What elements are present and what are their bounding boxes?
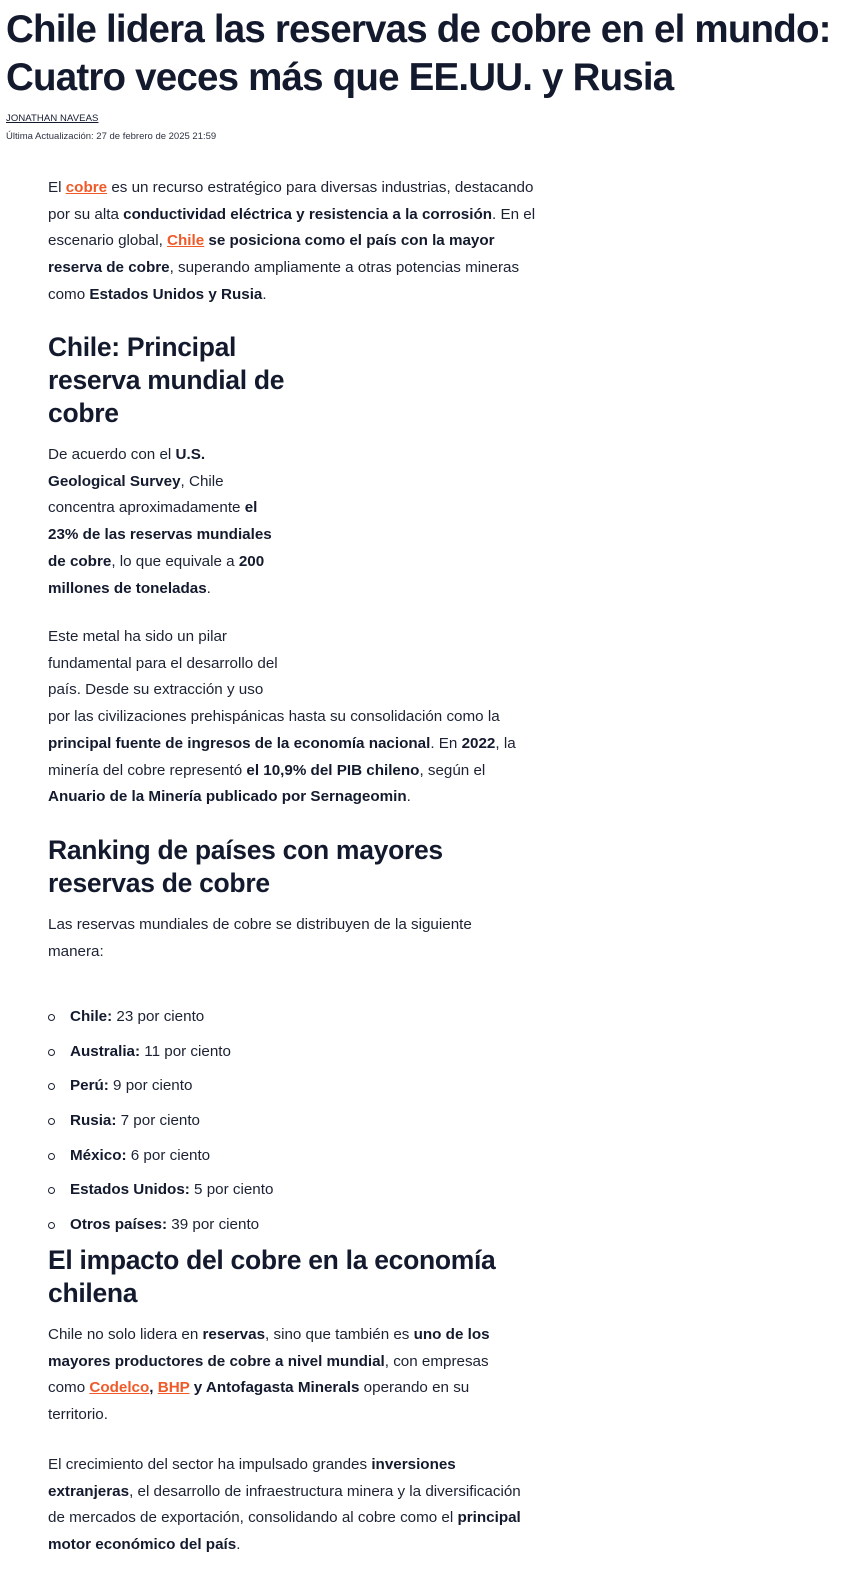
bold-text: principal fuente de ingresos de la economía nacional (48, 734, 431, 752)
text: . (236, 1536, 241, 1554)
reserve-value: 11 por ciento (140, 1042, 231, 1060)
link-chile[interactable]: Chile (167, 232, 205, 250)
text: . (206, 579, 211, 597)
link-cobre[interactable]: cobre (65, 179, 108, 196)
bold-text: principal motor económico del país (48, 1509, 521, 1554)
ranking-list (48, 1004, 273, 1247)
bold-text: se posiciona como el país con la mayor reserva de cobre (48, 232, 495, 277)
link-codelco[interactable]: Codelco (89, 1379, 150, 1397)
bold-text: , (149, 1379, 158, 1397)
bold-text: Estados Unidos y Rusia (89, 285, 263, 303)
bullet-icon (48, 1049, 55, 1056)
text: De acuerdo con el (48, 446, 176, 463)
text: , según el (419, 761, 486, 779)
list-item (48, 1039, 273, 1074)
bold-text: el 10,9% del PIB chileno (246, 761, 420, 779)
bold-text: 2022 (461, 734, 496, 752)
list-item (48, 1177, 273, 1212)
bold-text: inversiones extranjeras (48, 1456, 456, 1500)
list-item (48, 1108, 273, 1143)
bold-text: el 23% de las reservas mundiales de cobre (48, 499, 272, 570)
bullet-icon (48, 1153, 55, 1160)
country-name: Australia: (70, 1042, 141, 1060)
section3-paragraph-2 (48, 1452, 538, 1559)
bullet-icon (48, 1083, 55, 1090)
bullet-icon (48, 1118, 55, 1125)
country-name: Rusia: (70, 1112, 117, 1130)
text: El crecimiento del sector ha impulsado grandes (48, 1456, 372, 1473)
text-line: Este metal ha sido un pilar (48, 628, 227, 645)
text: es un recurso estratégico para diversas industrias, destacando por su alta (48, 179, 534, 223)
text-line: fundamental para el desarrollo del (48, 654, 278, 672)
link-bhp[interactable]: BHP (157, 1379, 190, 1397)
reserve-value: 7 por ciento (116, 1112, 201, 1130)
section-heading-impact: El impacto del cobre en la economía chilena (48, 1245, 496, 1308)
text: , superando ampliamente a otras potencias mineras como (48, 259, 520, 303)
bold-text: 200 millones de toneladas (48, 552, 265, 597)
reserve-value: 5 por ciento (189, 1181, 274, 1199)
section1-paragraph-1 (48, 442, 286, 602)
text: , el desarrollo de infraestructura minera y la diversificación de mercados de exportación, consolidando al cobre como el (48, 1482, 521, 1527)
list-item (48, 1212, 273, 1247)
bold-text: y Antofagasta Minerals (189, 1379, 360, 1397)
text-block (48, 704, 538, 811)
intro-paragraph (48, 175, 538, 309)
text: , la minería del cobre representó (48, 734, 516, 779)
country-name: Estados Unidos: (70, 1181, 190, 1199)
section-heading-ranking: Ranking de países con mayores reservas de cobre (48, 835, 443, 898)
text: El (48, 179, 66, 196)
section-heading-chile: Chile: Principal reserva mundial de cobre (48, 332, 285, 428)
list-item (48, 1143, 273, 1178)
text-line: país. Desde su extracción y uso (48, 681, 264, 699)
list-item (48, 1073, 273, 1108)
text: . (406, 788, 411, 806)
text: , lo que equivale a (111, 552, 239, 570)
country-name: Chile: (70, 1008, 113, 1025)
article-title: Chile lidera las reservas de cobre en el mundo: Cuatro veces más que EE.UU. y Rusia (6, 8, 831, 99)
country-name: México: (70, 1146, 127, 1164)
last-updated: Última Actualización: 27 de febrero de 2025 21:59 (6, 131, 217, 142)
bold-text: U.S. Geological Survey (48, 446, 206, 490)
list-item (48, 1004, 273, 1039)
text: . En (430, 734, 462, 752)
text: . En el escenario global, (48, 205, 536, 250)
bullet-icon (48, 1187, 55, 1194)
author-link[interactable]: JONATHAN NAVEAS (6, 113, 99, 124)
bold-text: conductividad eléctrica y resistencia a la corrosión (123, 205, 493, 223)
country-name: Otros países: (70, 1216, 168, 1234)
bold-text: Anuario de la Minería publicado por Sernageomin (48, 788, 407, 806)
bold-text: uno de los mayores productores de cobre a nivel mundial (48, 1326, 490, 1370)
bold-text: reservas (202, 1326, 266, 1343)
reserve-value: 9 por ciento (108, 1077, 193, 1095)
text: Chile no solo lidera en (48, 1326, 203, 1343)
text: , sino que también es (265, 1326, 414, 1343)
reserve-value: 23 por ciento (112, 1008, 205, 1025)
bullet-icon (48, 1222, 55, 1229)
reserve-value: 39 por ciento (167, 1216, 260, 1234)
text: . (262, 285, 267, 303)
text: , con empresas como (48, 1352, 489, 1397)
ranking-intro: Las reservas mundiales de cobre se distribuyen de la siguiente manera: (48, 916, 472, 960)
reserve-value: 6 por ciento (126, 1146, 211, 1164)
bullet-icon (48, 1014, 55, 1021)
section1-paragraph-2 (48, 624, 538, 811)
country-name: Perú: (70, 1077, 109, 1095)
text: , Chile concentra aproximadamente (48, 472, 245, 517)
text: por las civilizaciones prehispánicas hasta su consolidación como la (48, 708, 500, 726)
text: operando en su territorio. (48, 1379, 470, 1424)
section3-paragraph-1 (48, 1322, 518, 1429)
